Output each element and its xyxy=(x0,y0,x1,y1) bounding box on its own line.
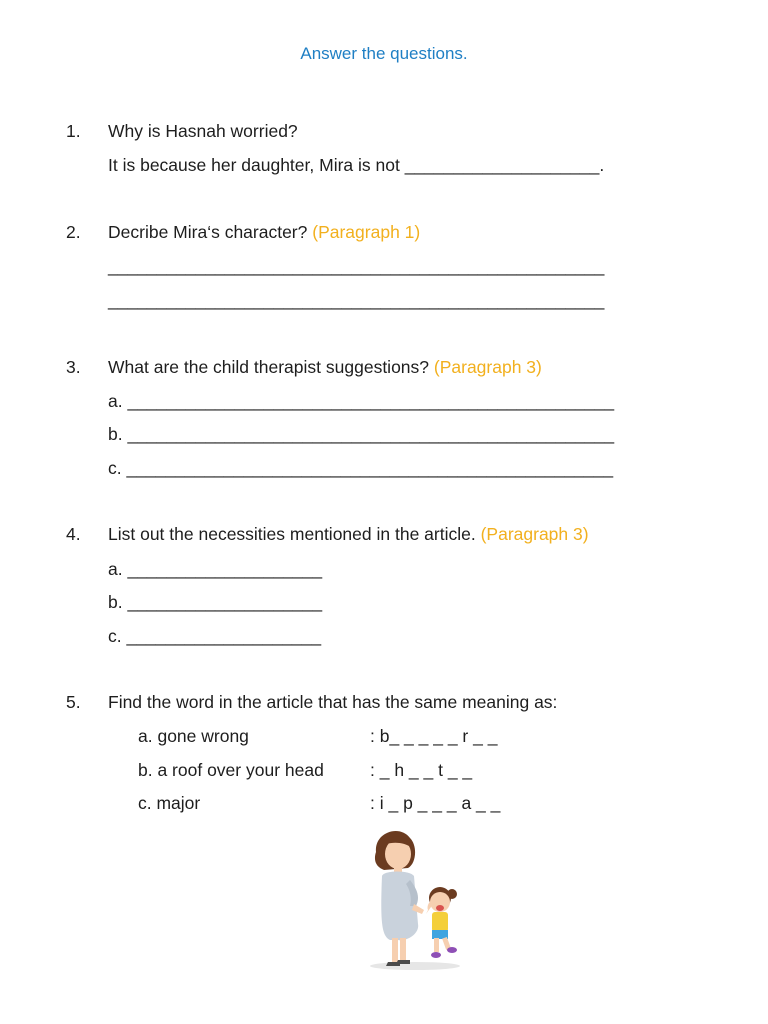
q1-number: 1. xyxy=(66,121,81,141)
q1-question: Why is Hasnah worried? xyxy=(108,121,298,141)
q3-question-row xyxy=(108,356,542,378)
q3-number: 3. xyxy=(66,357,81,377)
q5-item-a-prompt: a. gone wrong xyxy=(138,726,249,746)
q4-item-c: c. ____________________ xyxy=(108,626,322,646)
q5-item-b-answer: : _ h _ _ t _ _ xyxy=(370,760,473,780)
q2-paragraph-ref: (Paragraph 1) xyxy=(312,222,421,242)
q4-item-a: a. ____________________ xyxy=(108,559,323,579)
q1-answer-line: It is because her daughter, Mira is not ____________________. xyxy=(108,155,605,175)
q3-paragraph-ref: (Paragraph 3) xyxy=(433,357,542,377)
page-title: Answer the questions. xyxy=(300,44,468,63)
q2-question-row xyxy=(108,221,420,243)
q2-question: Decribe Mira‘s character? xyxy=(108,222,308,242)
q3-item-a: a. __________________________________________________ xyxy=(108,391,615,411)
q2-answer-line-2: ___________________________________________________ xyxy=(108,290,605,310)
q5-item-b-prompt: b. a roof over your head xyxy=(138,760,324,780)
q5-item-a-answer: : b_ _ _ _ _ r _ _ xyxy=(370,726,498,746)
q3-item-b: b. __________________________________________________ xyxy=(108,424,615,444)
q5-question: Find the word in the article that has the same meaning as: xyxy=(108,692,558,712)
q2-answer-line-1: ___________________________________________________ xyxy=(108,256,605,276)
q3-item-c: c. __________________________________________________ xyxy=(108,458,614,478)
q5-item-c-answer: : i _ p _ _ _ a _ _ xyxy=(370,793,501,813)
q4-question-row xyxy=(108,523,589,545)
q2-number: 2. xyxy=(66,222,81,242)
q5-item-c-prompt: c. major xyxy=(138,793,201,813)
q4-paragraph-ref: (Paragraph 3) xyxy=(480,524,589,544)
mother-and-crying-child-illustration xyxy=(360,824,480,974)
q4-item-b: b. ____________________ xyxy=(108,592,323,612)
q4-question: List out the necessities mentioned in the article. xyxy=(108,524,476,544)
q3-question: What are the child therapist suggestions? xyxy=(108,357,430,377)
q5-number: 5. xyxy=(66,692,81,712)
q4-number: 4. xyxy=(66,524,81,544)
